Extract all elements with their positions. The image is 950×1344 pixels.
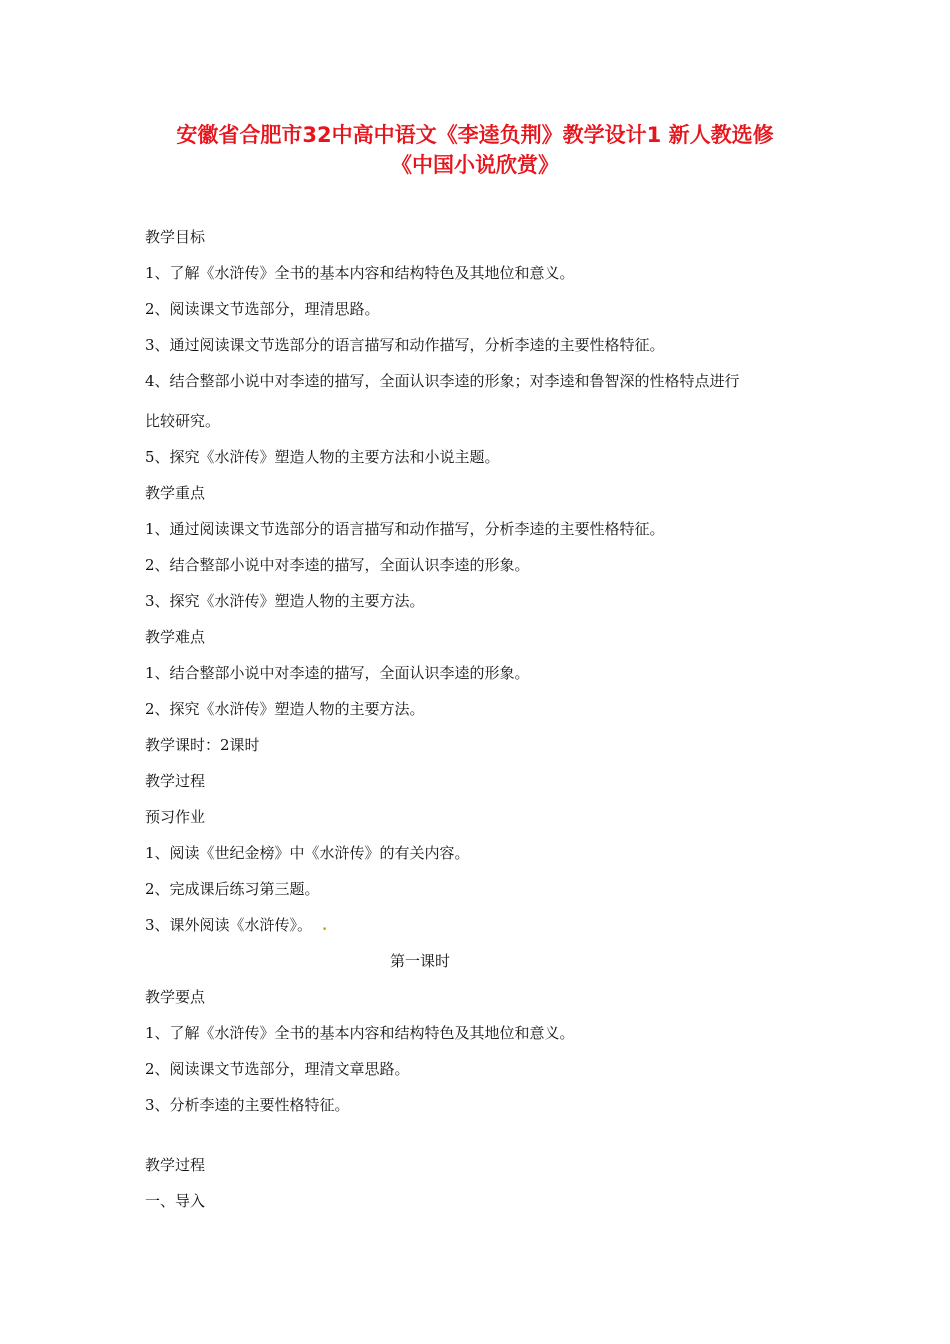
preview-mark: .	[322, 916, 328, 934]
lesson-point-item: 1、了解《水浒传》全书的基本内容和结构特色及其地位和意义。	[145, 1024, 575, 1042]
lesson-point-item: 2、阅读课文节选部分，理清文章思路。	[145, 1060, 410, 1078]
difficult-point-item: 1、结合整部小说中对李逵的描写，全面认识李逵的形象。	[145, 664, 530, 682]
preview-item	[145, 915, 327, 935]
preview-item: 2、完成课后练习第三题。	[145, 880, 320, 898]
objective-item: 2、阅读课文节选部分，理清思路。	[145, 300, 380, 318]
objective-item: 4、结合整部小说中对李逵的描写，全面认识李逵的形象；对李逵和鲁智深的性格特点进行	[145, 372, 740, 390]
document-title-line-1: 安徽省合肥市32中高中语文《李逵负荆》教学设计1 新人教选修	[176, 123, 774, 147]
objective-item: 5、探究《水浒传》塑造人物的主要方法和小说主题。	[145, 448, 500, 466]
section-heading-difficult-points: 教学难点	[145, 628, 206, 646]
teaching-hours: 教学课时：2课时	[145, 736, 260, 754]
document-title-line-2: 《中国小说欣赏》	[391, 153, 559, 177]
key-point-item: 3、探究《水浒传》塑造人物的主要方法。	[145, 592, 425, 610]
section-heading-lesson-process: 教学过程	[145, 1156, 206, 1174]
intro-heading: 一、导入	[145, 1192, 206, 1210]
section-heading-lesson-points: 教学要点	[145, 988, 206, 1006]
key-point-item: 1、通过阅读课文节选部分的语言描写和动作描写，分析李逵的主要性格特征。	[145, 520, 665, 538]
objective-item: 3、通过阅读课文节选部分的语言描写和动作描写，分析李逵的主要性格特征。	[145, 336, 665, 354]
key-point-item: 2、结合整部小说中对李逵的描写，全面认识李逵的形象。	[145, 556, 530, 574]
section-heading-key-points: 教学重点	[145, 484, 206, 502]
objective-item-continued: 比较研究。	[145, 412, 221, 430]
lesson-one-heading: 第一课时	[389, 952, 450, 970]
section-heading-preview: 预习作业	[145, 808, 206, 826]
lesson-point-item: 3、分析李逵的主要性格特征。	[145, 1096, 350, 1114]
difficult-point-item: 2、探究《水浒传》塑造人物的主要方法。	[145, 700, 425, 718]
preview-item-text: 3、课外阅读《水浒传》。	[145, 916, 313, 934]
objective-item: 1、了解《水浒传》全书的基本内容和结构特色及其地位和意义。	[145, 264, 575, 282]
section-heading-objectives: 教学目标	[145, 228, 206, 246]
preview-item: 1、阅读《世纪金榜》中《水浒传》的有关内容。	[145, 844, 470, 862]
section-heading-process: 教学过程	[145, 772, 206, 790]
